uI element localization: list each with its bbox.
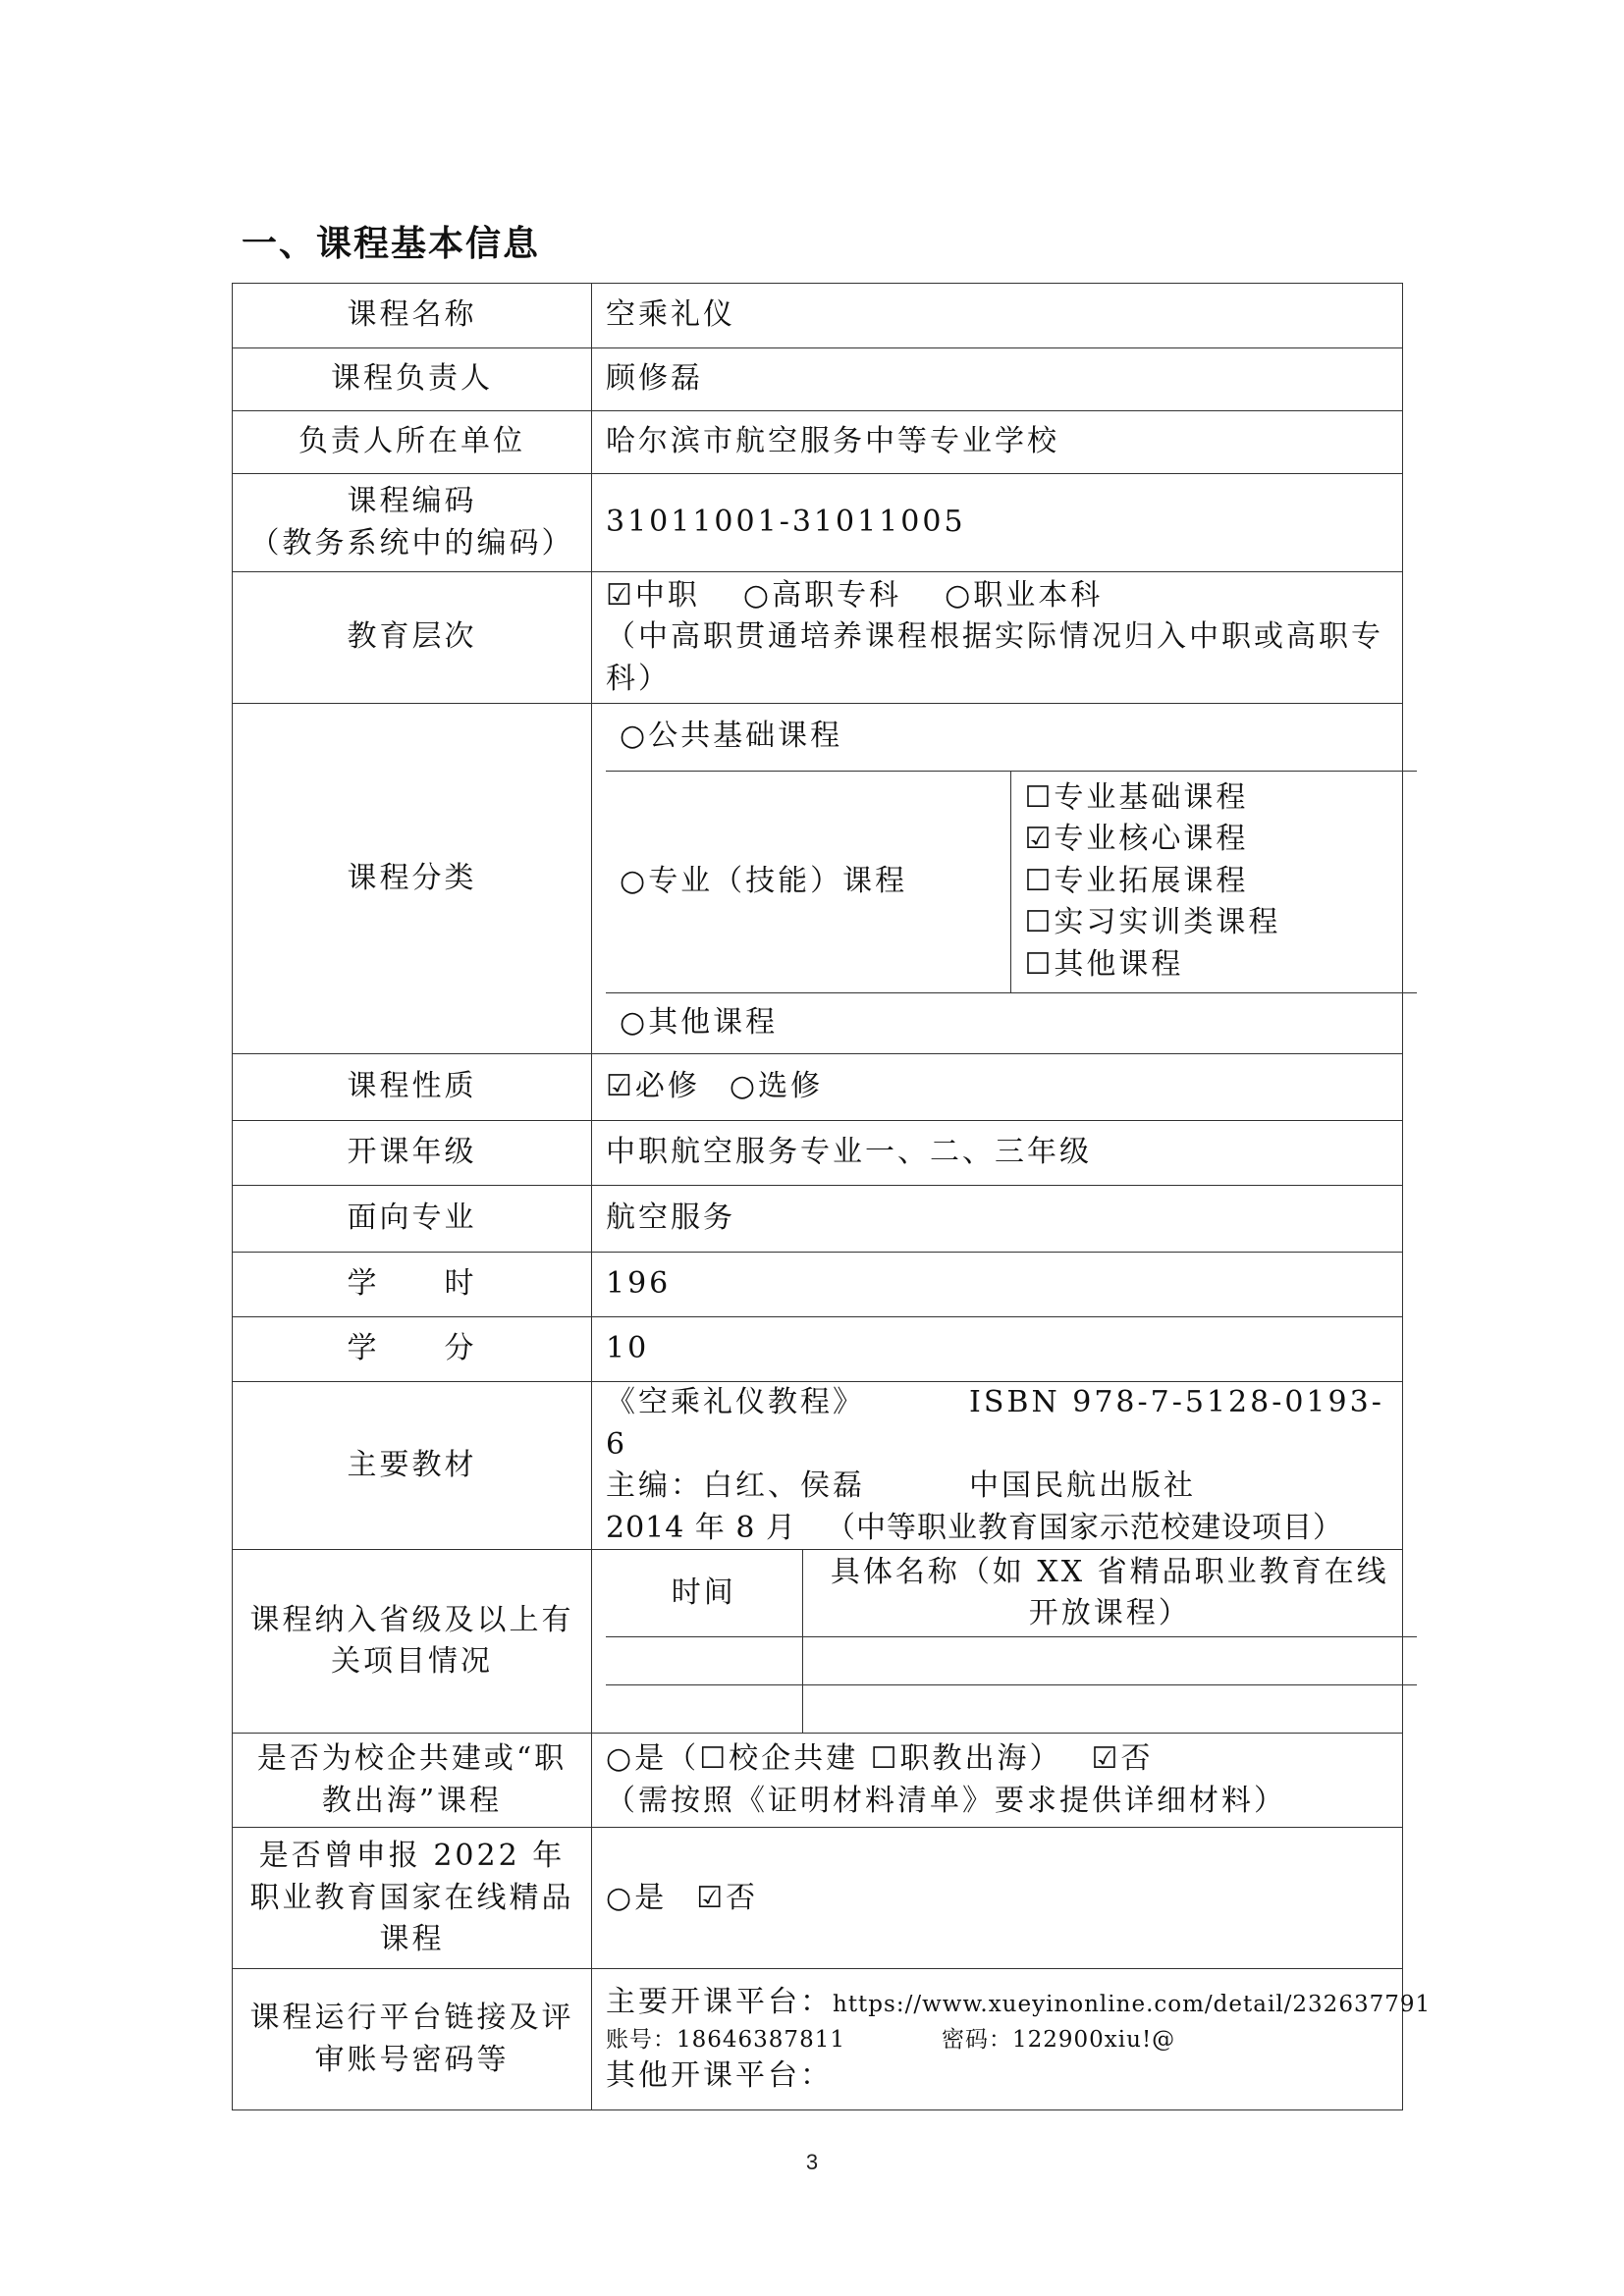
applied-2022-value [592,1828,1403,1969]
cooperation-school-enterprise: 校企共建 [729,1741,859,1777]
circle-icon[interactable]: ○ [606,1741,635,1777]
row-course-name [233,284,1403,348]
sub-option [1025,944,1404,987]
cooperation-yes: 是（ [634,1741,700,1777]
projects-value [592,1550,1403,1734]
sub-option-label: 其他课程 [1054,946,1184,982]
projects-table [606,1550,1417,1733]
major-value: 航空服务 [592,1186,1403,1253]
unit-value: 哈尔滨市航空服务中等专业学校 [592,411,1403,474]
textbook-isbn: ISBN 978-7-5128-0193-6 [606,1385,1384,1462]
level-option-higher: 高职专科 [772,577,902,613]
checkbox-icon[interactable]: ☐ [699,1741,730,1777]
projects-cell [802,1636,1417,1684]
row-projects [233,1550,1403,1734]
row-grade [233,1121,1403,1186]
category-public [606,704,1417,771]
category-other-label: 其他课程 [648,1004,779,1040]
checked-box-icon[interactable]: ☑ [606,577,635,613]
code-label-line2: （教务系统中的编码） [249,525,574,561]
unit-label: 负责人所在单位 [233,411,592,474]
code-label-line1: 课程编码 [347,483,477,518]
platform-url-link[interactable]: https://www.xueyinonline.com/detail/232637791 [833,1991,1432,2017]
cooperation-note: （需按照《证明材料清单》要求提供详细材料） [606,1783,1286,1818]
circle-icon[interactable]: ○ [620,719,649,754]
credits-label: 学 分 [233,1317,592,1382]
platform-password: 122900xiu!@ [1012,2026,1176,2053]
row-unit [233,411,1403,474]
cooperation-value [592,1734,1403,1828]
row-hours [233,1253,1403,1317]
code-label [233,474,592,572]
projects-cell [802,1684,1417,1733]
applied-2022-label: 是否曾申报 2022 年职业教育国家在线精品课程 [233,1828,592,1969]
row-textbook [233,1382,1403,1550]
hours-value: 196 [592,1253,1403,1317]
sub-option [1025,819,1404,861]
platform-account: 18646387811 [677,2026,845,2053]
projects-cell [606,1636,802,1684]
platform-label: 课程运行平台链接及评审账号密码等 [233,1969,592,2110]
row-applied-2022 [233,1828,1403,1969]
checked-box-icon[interactable]: ☑ [1024,822,1055,857]
textbook-date: 2014 年 8 月 [606,1510,797,1545]
platform-value [592,1969,1432,2110]
circle-icon[interactable]: ○ [606,1880,635,1915]
row-category [233,704,1403,1054]
grade-label: 开课年级 [233,1121,592,1186]
leader-label: 课程负责人 [233,348,592,411]
checked-box-icon[interactable]: ☑ [606,1069,635,1104]
projects-col-name: 具体名称（如 XX 省精品职业教育在线开放课程） [802,1550,1417,1636]
platform-other-label: 其他开课平台： [606,2058,833,2094]
nature-elective: 选修 [758,1069,824,1104]
level-option-undergrad: 职业本科 [973,577,1104,613]
category-label: 课程分类 [233,704,592,1054]
level-label: 教育层次 [233,572,592,704]
projects-col-time: 时间 [606,1550,802,1636]
cooperation-no: 否 [1120,1741,1154,1777]
circle-icon[interactable]: ○ [945,577,974,613]
circle-icon[interactable]: ○ [620,863,649,898]
course-name-value: 空乘礼仪 [592,284,1403,348]
textbook-value [592,1382,1403,1550]
row-platform [233,1969,1403,2110]
checkbox-icon[interactable]: ☐ [1024,863,1055,898]
sub-option [1025,861,1404,903]
checked-box-icon[interactable]: ☑ [696,1880,727,1915]
level-value [592,572,1403,704]
circle-icon[interactable]: ○ [729,1069,759,1104]
textbook-title: 《空乘礼仪教程》 [606,1385,865,1419]
platform-main-label: 主要开课平台： [606,1984,833,2019]
course-info-table [232,283,1432,2110]
applied-2022-no: 否 [726,1880,759,1915]
sub-option-label: 专业拓展课程 [1054,863,1249,898]
page-number: 3 [805,2150,819,2174]
row-nature [233,1054,1403,1121]
category-professional-label: 专业（技能）课程 [648,863,908,898]
level-note: （中高职贯通培养课程根据实际情况归入中职或高职专科） [606,619,1383,696]
textbook-publisher: 中国民航出版社 [969,1468,1196,1504]
credits-value: 10 [592,1317,1403,1382]
row-major [233,1186,1403,1253]
nature-value [592,1054,1403,1121]
code-value: 31011001-31011005 [592,474,1403,572]
circle-icon[interactable]: ○ [620,1004,649,1040]
projects-label: 课程纳入省级及以上有关项目情况 [233,1550,592,1734]
textbook-editors: 主编：白红、侯磊 [606,1468,865,1504]
course-name-label: 课程名称 [233,284,592,348]
section-title: 一、课程基本信息 [242,224,541,264]
checkbox-icon[interactable]: ☐ [870,1741,900,1777]
category-value [592,704,1403,1054]
level-option-secondary: 中职 [634,577,700,613]
projects-cell [606,1684,802,1733]
category-other [606,992,1417,1053]
sub-option-label: 实习实训类课程 [1054,905,1281,940]
cooperation-label: 是否为校企共建或“职教出海”课程 [233,1734,592,1828]
cooperation-overseas: 职教出海） [899,1741,1062,1777]
sub-option [1025,902,1404,944]
circle-icon[interactable]: ○ [742,577,773,613]
checkbox-icon[interactable]: ☐ [1024,905,1055,940]
row-leader [233,348,1403,411]
category-inner-table [606,704,1417,1053]
nature-required: 必修 [634,1069,700,1104]
category-professional [606,771,1010,992]
platform-account-label: 账号： [606,2026,677,2053]
sub-option [1025,777,1404,820]
category-public-label: 公共基础课程 [648,719,843,754]
row-code [233,474,1403,572]
category-sub-options [1010,771,1417,992]
leader-value: 顾修磊 [592,348,1403,411]
sub-option-label: 专业核心课程 [1054,822,1249,857]
nature-label: 课程性质 [233,1054,592,1121]
textbook-label: 主要教材 [233,1382,592,1550]
sub-option-label: 专业基础课程 [1054,779,1249,815]
row-cooperation [233,1734,1403,1828]
checkbox-icon[interactable]: ☐ [1024,946,1055,982]
platform-password-label: 密码： [942,2026,1012,2053]
applied-2022-yes: 是 [634,1880,668,1915]
major-label: 面向专业 [233,1186,592,1253]
checked-box-icon[interactable]: ☑ [1091,1741,1121,1777]
hours-label: 学 时 [233,1253,592,1317]
row-level [233,572,1403,704]
row-credits [233,1317,1403,1382]
textbook-project: （中等职业教育国家示范校建设项目） [826,1510,1344,1545]
grade-value: 中职航空服务专业一、二、三年级 [592,1121,1403,1186]
checkbox-icon[interactable]: ☐ [1024,779,1055,815]
